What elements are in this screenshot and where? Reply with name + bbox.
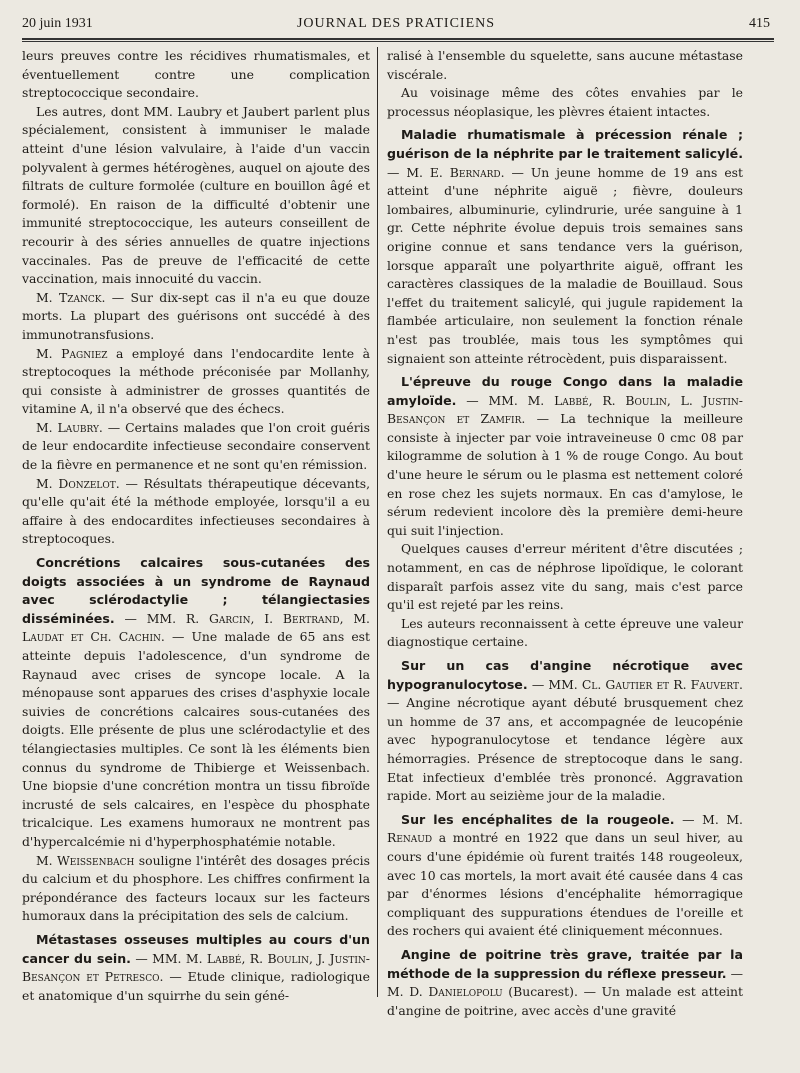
right-column	[387, 47, 743, 1020]
section-heading: Angine de poitrine très grave, traitée par la méthode de la suppression du réflexe presseur.	[387, 946, 743, 981]
section-heading: Maladie rhumatismale à précession rénale ; guérison de la néphrite par le traitement salicylé.	[387, 127, 743, 161]
header-journal-title: JOURNAL DES PRATICIENS	[296, 16, 496, 31]
section-authors: — M. D. Danielopolu	[387, 965, 743, 1000]
paragraph: ralisé à l'ensemble du squelette, sans aucune métastase viscérale.	[387, 48, 743, 82]
paragraph	[22, 289, 370, 345]
section	[387, 126, 743, 368]
section	[22, 554, 370, 852]
section-authors: — M. E. Bernard.	[387, 164, 505, 180]
paragraph: Les autres, dont MM. Laubry et Jaubert parlent plus spécialement, consistent à immuniser le malade atteint d'une lésion valvulaire, à l'aide d'un vaccin polyvalent à germes hétérogènes, auquel on ajoute des filtrats de culture formolée (culture en bouillon âgé et formolé). En raison de la difficulté d'obtenir une immunité streptococcique, les auteurs conseillent de recourir à des séries annuelles de quatre injections vaccinales. Pas de preuve de l'efficacité de cette vaccination, mais innocuité du vaccin.	[22, 103, 370, 287]
section-text: (Bucarest). — Un malade est atteint d'angine de poitrine, avec accès d'une gravité	[387, 984, 743, 1018]
header-rule	[22, 38, 774, 42]
section-text: — La technique la meilleure consiste à injecter par voie intraveineuse 0 cmc 08 par kilogramme de solution à 1 % de rouge Congo. Au bout d'une heure le sérum ou le plasma est nettement coloré en rose chez les sujets normaux. En cas d'amylose, le sérum redevient incolore dès la première demi-heure qui suit l'injection.	[387, 411, 743, 538]
column-divider	[377, 47, 378, 997]
header-page-number: 415	[749, 16, 770, 31]
paragraph-text: — Sur dix-sept cas il n'a eu que douze morts. La plupart des guérisons ont succédé à des immunotransfusions.	[22, 289, 370, 342]
section	[387, 657, 743, 806]
section-authors: — MM. Cl. Gautier et R. Fauvert.	[527, 676, 743, 692]
section-authors: — MM. M. Labbé, R. Boulin, J. Justin-Besançon et Petresco.	[22, 950, 370, 985]
paragraph: Quelques causes d'erreur méritent d'être discutées ; notamment, en cas de néphrose lipoïdique, le colorant disparaît parfois assez vite du sang, mais c'est parce qu'il est rejeté par les reins.	[387, 541, 743, 613]
section-text: — Une malade de 65 ans est atteinte depuis l'adolescence, d'un syndrome de Raynaud avec crises de syncope locale. A la ménopause sont apparues des crises d'asphyxie locale suivies de concrétions calcaires sous-cutanées des doigts. Elle présente de plus une sclérodactylie et des télangiectasies multiples. Ce sont là les éléments bien connus du syndrome de Thibierge et Weissenbach. Une biopsie d'une concrétion montra un tissu fibroïde incrusté de sels calcaires, en l'espèce du phosphate tricalcique. Les examens humoraux ne montrent pas d'hypercalcémie ni d'hyperphosphatémie notable.	[22, 629, 370, 849]
section-authors: — MM. R. Garcin, I. Bertrand, M. Laudat et Ch. Cachin.	[22, 610, 370, 645]
section	[387, 373, 743, 540]
paragraph	[22, 419, 370, 475]
paragraph	[22, 345, 370, 419]
paragraph-text: souligne l'intérêt des dosages précis du calcium et du phosphore. Les chiffres confirment la prépondérance des facteurs locaux sur les facteurs humoraux dans la précipitation des sels de calcium.	[22, 852, 370, 924]
left-column	[22, 47, 370, 1005]
speaker-name: M. Tzanck.	[36, 289, 106, 305]
speaker-name: M. Pagniez	[36, 345, 108, 361]
section-text: a montré en 1922 que dans un seul hiver, au cours d'une épidémie où furent traités 148 rougeoleux, avec 10 cas mortels, la mort avait été causée dans 4 cas par d'énormes lésions d'encéphalite hémorragique compliquant des suppurations étendues de l'oreille et des rochers qui avaient été cliniquement méconnues.	[387, 830, 743, 939]
section-heading: Concrétions calcaires sous-cutanées des doigts associées à un syndrome de Raynaud avec sclérodactylie ; télangiectasies disséminées.	[22, 555, 370, 626]
paragraph-text: — Certains malades que l'on croit guéris de leur endocardite infectieuse secondaire conservent de la fièvre en permanence et ne sont qu'en rémission.	[22, 419, 370, 473]
paragraph	[22, 852, 370, 926]
section	[387, 946, 743, 1020]
paragraph-text: — Résultats thérapeutique décevants, qu'elle qu'ait été la méthode employée, lorsqu'il a eu affaire à des endocardites infectieuses secondaires à streptocoques.	[22, 475, 371, 547]
paragraph	[22, 475, 370, 549]
paragraph: leurs preuves contre les récidives rhumatismales, et éventuellement contre une complication streptococcique secondaire.	[22, 48, 370, 101]
running-header	[22, 12, 770, 34]
section-text: — Angine nécrotique ayant débuté brusquement chez un homme de 37 ans, et accompagnée de leucopénie avec hypogranulocytose et tendance légère aux hémorragies. Présence de streptocoque dans le sang. Etat infectieux d'emblée très prononcé. Aggravation rapide. Mort au seizième jour de la maladie.	[387, 695, 743, 804]
section-heading: Sur un cas d'angine nécrotique avec hypogranulocytose.	[387, 658, 743, 692]
section-text: — Etude clinique, radiologique et anatomique d'un squirrhe du sein géné-	[22, 969, 370, 1003]
section	[387, 811, 743, 941]
paragraph: Les auteurs reconnaissent à cette épreuve une valeur diagnostique certaine.	[387, 615, 743, 650]
header-date: 20 juin 1931	[22, 16, 93, 31]
section-authors: — MM. M. Labbé, R. Boulin, L. Justin-Besançon et Zamfir.	[387, 392, 743, 427]
paragraph-text: a employé dans l'endocardite lente à streptocoques la méthode préconisée par Mollanhy, qui consiste à administrer de grosses quantités de vitamine A, il n'a observé que des échecs.	[22, 345, 370, 417]
section-heading: Métastases osseuses multiples au cours d'un cancer du sein.	[22, 931, 370, 966]
speaker-name: M. Weissenbach	[36, 852, 135, 868]
speaker-name: M. Donzelot.	[36, 475, 120, 491]
speaker-name: M. Laubry.	[36, 419, 103, 435]
paragraph: Au voisinage même des côtes envahies par le processus néoplasique, les plèvres étaient intactes.	[387, 85, 743, 119]
section-authors: — M. M. Renaud	[387, 811, 743, 846]
section-heading: L'épreuve du rouge Congo dans la maladie amyloïde.	[387, 374, 743, 408]
section-heading: Sur les encéphalites de la rougeole.	[401, 811, 675, 827]
section-text: — Un jeune homme de 19 ans est atteint d'une néphrite aiguë ; fièvre, douleurs lombaires, albuminurie, cylindrurie, urée sanguine à 1 gr. Cette néphrite évolue depuis trois semaines sans origine connue et sans tendance vers la guérison, lorsque apparaît une polyarthrite aiguë, offrant les caractères classiques de la maladie de Bouillaud. Sous l'effet du traitement salicylé, qui jugule rapidement la flambée articulaire, non seulement la fonction rénale n'est pas troublée, mais tous les symptômes qui signaient son atteinte rétrocèdent, puis disparaissent.	[387, 164, 743, 366]
section	[22, 931, 370, 1005]
